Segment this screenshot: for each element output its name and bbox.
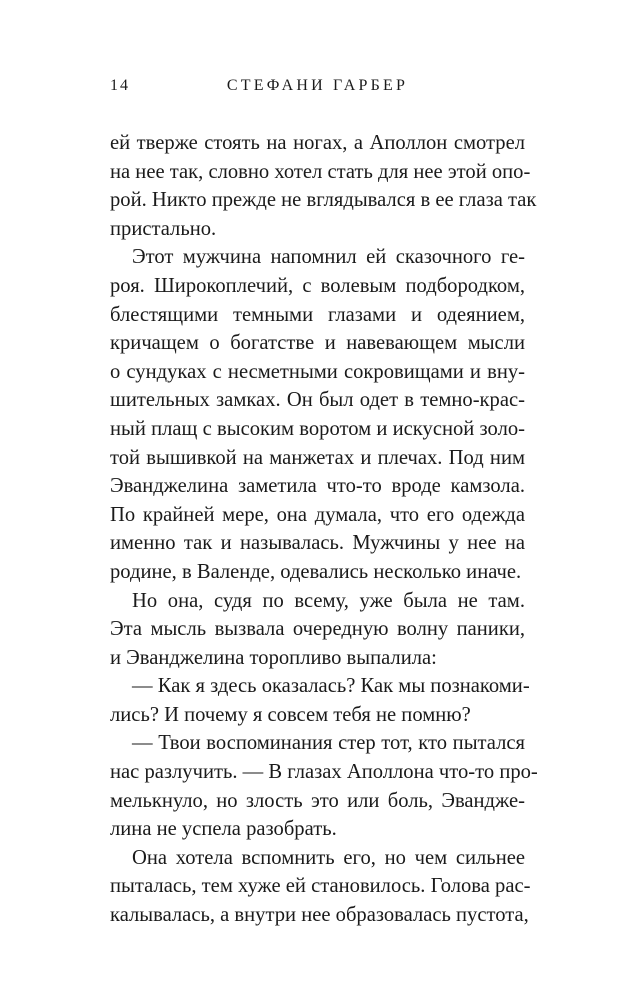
text-line: — Как я здесь оказалась? Как мы познакоми- (132, 675, 530, 698)
text-line: Эванджелина заметила что-то вроде камзола. (110, 475, 525, 498)
text-line: блестящими темными глазами и одеянием, (110, 303, 525, 326)
text-body (110, 129, 538, 930)
text-line: пристально. (110, 217, 217, 240)
text-line: По крайней мере, она думала, что его одежда (110, 503, 525, 526)
text-line: той вышивкой на манжетах и плечах. Под ним (110, 446, 525, 469)
text-line: родине, в Валенде, одевались несколько иначе. (110, 560, 522, 583)
text-line: мелькнуло, но злость это или боль, Эвандже- (110, 789, 525, 812)
text-line: ный плащ с высоким воротом и искусной золо- (110, 417, 525, 440)
running-head (110, 77, 525, 99)
text-line: роя. Широкоплечий, с волевым подбородком, (110, 274, 525, 297)
text-line: калывалась, а внутри нее образовалась пустота, (110, 904, 529, 927)
text-line: Этот мужчина напомнил ей сказочного ге- (132, 246, 525, 269)
text-line: о сундуках с несметными сокровищами и вну- (110, 360, 525, 383)
text-line: на нее так, словно хотел стать для нее этой опо- (110, 160, 531, 183)
text-line: рой. Никто прежде не вглядывался в ее глаза так (110, 189, 537, 212)
text-line: именно так и называлась. Мужчины у нее на (110, 532, 525, 555)
text-line: лись? И почему я совсем тебя не помню? (110, 703, 471, 726)
text-line: ей тверже стоять на ногах, а Аполлон смотрел (110, 132, 525, 154)
page-number: 14 (110, 77, 130, 94)
text-line: и Эванджелина торопливо выпалила: (110, 646, 437, 669)
text-line: шительных замках. Он был одет в темно-крас- (110, 389, 525, 412)
text-line: Эта мысль вызвала очередную волну паники, (110, 618, 525, 641)
text-line: лина не успела разобрать. (110, 818, 337, 841)
text-line: нас разлучить. — В глазах Аполлона что-то про- (110, 761, 538, 784)
text-line: Но она, судя по всему, уже была не там. (132, 589, 525, 612)
text-line: кричащем о богатстве и навевающем мысли (110, 332, 525, 355)
text-line: пыталась, тем хуже ей становилось. Голова рас- (110, 875, 531, 898)
book-author: СТЕФАНИ ГАРБЕР (226, 77, 409, 94)
text-line: Она хотела вспомнить его, но чем сильнее (132, 846, 525, 869)
text-line: — Твои воспоминания стер тот, кто пытался (132, 732, 525, 755)
